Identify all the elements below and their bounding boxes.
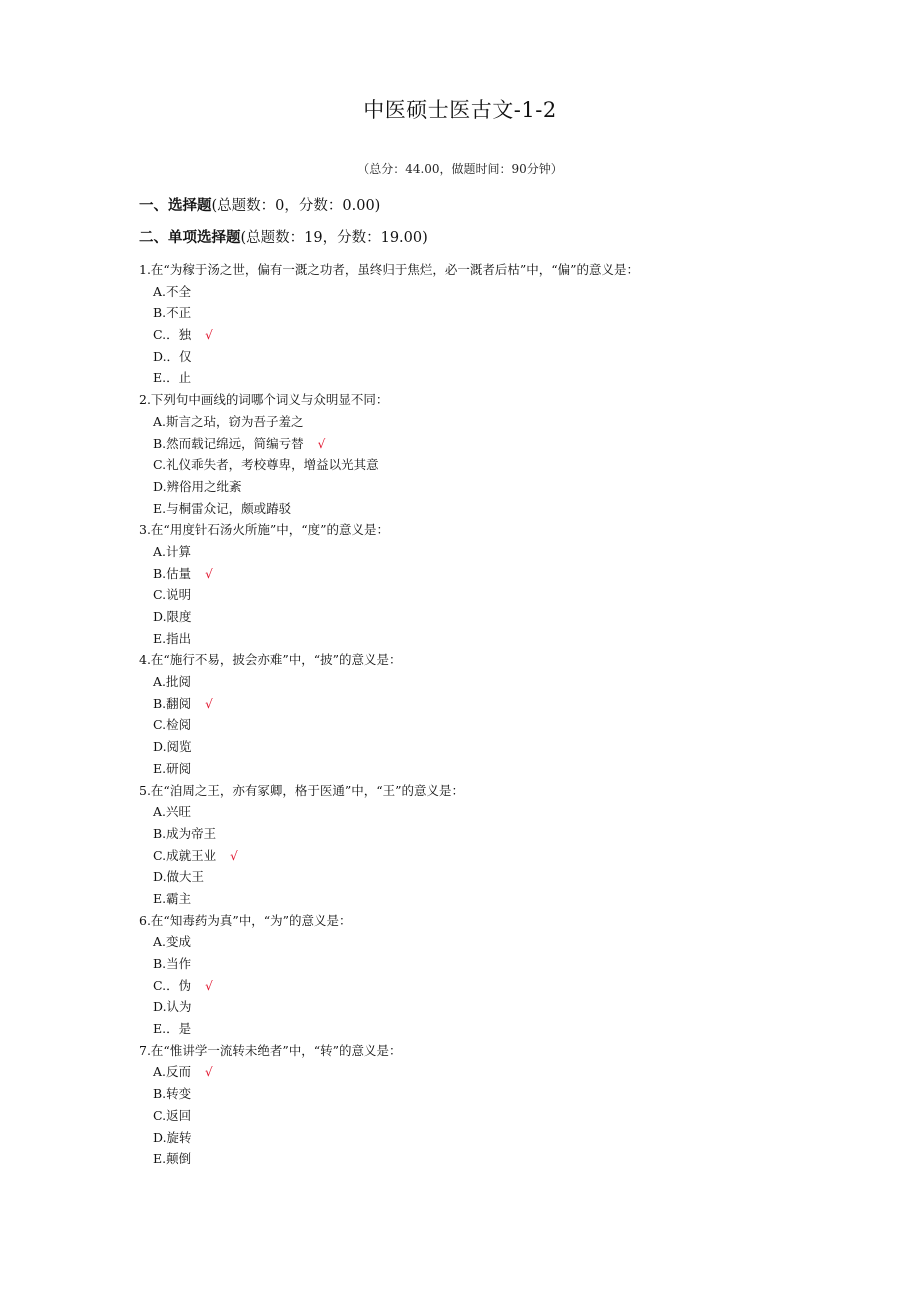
- answer-option: [139, 541, 839, 563]
- answer-option: [139, 606, 839, 628]
- section-info: (总题数：0，分数：0.00): [211, 198, 381, 214]
- option-label: A.不全: [153, 283, 192, 299]
- option-label: B.转变: [153, 1086, 192, 1102]
- option-label: D.阅览: [153, 739, 192, 755]
- checkmark-icon: √: [230, 848, 238, 863]
- answer-option: [139, 888, 839, 910]
- option-label: A.反而: [153, 1064, 192, 1080]
- answer-option: [139, 758, 839, 780]
- question-item: [139, 259, 839, 389]
- section-info: (总题数：19，分数：19.00): [240, 230, 428, 246]
- option-label: C.检阅: [153, 717, 192, 733]
- option-label: C.．伪: [153, 977, 192, 993]
- option-label: E.．止: [153, 370, 192, 386]
- option-label: E.颠倒: [153, 1151, 192, 1167]
- answer-option: [139, 1061, 839, 1083]
- option-label: B.然而载记绵远，简编亏替: [153, 435, 304, 451]
- answer-option: [139, 953, 839, 975]
- option-label: B.估量: [153, 565, 192, 581]
- answer-option: [139, 736, 839, 758]
- question-stem: 1.在“为稼于汤之世，偏有一溉之功者，虽终归于焦烂，必一溉者后枯”中，“偏”的意义是：: [139, 262, 639, 277]
- answer-option: [139, 1105, 839, 1127]
- question-item: [139, 910, 839, 1040]
- option-label: C.成就王业: [153, 847, 217, 863]
- answer-option: [139, 563, 839, 585]
- answer-option: [139, 584, 839, 606]
- answer-option: [139, 498, 839, 520]
- section-heading-2: [139, 226, 428, 247]
- section-title: 二、单项选择题: [139, 229, 241, 246]
- option-label: A.批阅: [153, 674, 192, 690]
- checkmark-icon: √: [205, 566, 213, 581]
- checkmark-icon: √: [205, 1065, 213, 1080]
- option-label: D.限度: [153, 609, 192, 624]
- answer-option: [139, 281, 839, 303]
- option-label: D.做大王: [153, 869, 205, 885]
- section-title: 一、选择题: [139, 197, 212, 214]
- option-label: A.斯言之玷，窃为吾子羞之: [153, 413, 304, 429]
- checkmark-icon: √: [205, 978, 213, 993]
- answer-option: [139, 1083, 839, 1105]
- answer-option: [139, 714, 839, 736]
- answer-option: [139, 671, 839, 693]
- answer-option: [139, 1018, 839, 1040]
- question-stem: 5.在“洎周之王，亦有冢卿，格于医通”中，“王”的意义是：: [139, 782, 464, 798]
- answer-option: [139, 996, 839, 1018]
- question-list: [139, 259, 839, 1170]
- answer-option: [139, 411, 839, 433]
- answer-option: [139, 628, 839, 650]
- answer-option: [139, 1127, 839, 1149]
- checkmark-icon: √: [205, 328, 213, 343]
- answer-option: [139, 845, 839, 867]
- option-label: B.翻阅: [153, 695, 192, 711]
- option-label: B.成为帝王: [153, 825, 217, 841]
- option-label: B.不正: [153, 305, 192, 321]
- exam-meta: （总分：44.00，做题时间：90分钟）: [357, 162, 563, 176]
- option-label: E.指出: [153, 630, 192, 646]
- answer-option: [139, 454, 839, 476]
- option-label: E.与桐雷众记，颇或踳驳: [153, 500, 292, 516]
- option-label: D.．仅: [153, 348, 192, 364]
- question-item: [139, 389, 839, 519]
- answer-option: [139, 975, 839, 997]
- answer-option: [139, 476, 839, 498]
- answer-option: [139, 1148, 839, 1170]
- option-label: E.．是: [153, 1021, 192, 1037]
- question-stem: 3.在“用度针石汤火所施”中，“度”的意义是：: [139, 522, 389, 538]
- question-stem: 6.在“知毒药为真”中，“为”的意义是：: [139, 912, 352, 928]
- question-item: [139, 780, 839, 910]
- checkmark-icon: √: [317, 436, 326, 451]
- answer-option: [139, 324, 839, 346]
- question-stem: 2.下列句中画线的词哪个词义与众明显不同：: [139, 392, 389, 408]
- answer-option: [139, 931, 839, 953]
- option-label: E.研阅: [153, 760, 192, 776]
- option-label: D.辨俗用之纰紊: [153, 478, 242, 494]
- option-label: C.礼仪乖失者，考校尊卑，增益以光其意: [153, 457, 379, 473]
- answer-option: [139, 866, 839, 888]
- answer-option: [139, 346, 839, 368]
- option-label: C.返回: [153, 1107, 192, 1123]
- option-label: D.旋转: [153, 1129, 192, 1145]
- question-item: [139, 649, 839, 779]
- answer-option: [139, 823, 839, 845]
- option-label: A.计算: [153, 543, 192, 559]
- option-label: A.兴旺: [153, 804, 192, 820]
- option-label: C.．独: [153, 327, 192, 343]
- question-stem: 4.在“施行不易，披会亦难”中，“披”的意义是：: [139, 652, 402, 668]
- answer-option: [139, 367, 839, 389]
- question-stem: 7.在“惟讲学一流转未绝者”中，“转”的意义是：: [139, 1042, 402, 1058]
- question-item: [139, 1040, 839, 1170]
- answer-option: [139, 433, 839, 455]
- document-title: 中医硕士医古文-1-2: [363, 98, 557, 122]
- question-item: [139, 519, 839, 649]
- option-label: E.霸主: [153, 890, 192, 906]
- checkmark-icon: √: [205, 696, 213, 711]
- answer-option: [139, 302, 839, 324]
- answer-option: [139, 801, 839, 823]
- section-heading-1: [139, 194, 380, 215]
- answer-option: [139, 693, 839, 715]
- option-label: B.当作: [153, 956, 192, 971]
- option-label: A.变成: [153, 934, 192, 950]
- option-label: D.认为: [153, 999, 192, 1015]
- option-label: C.说明: [153, 587, 192, 603]
